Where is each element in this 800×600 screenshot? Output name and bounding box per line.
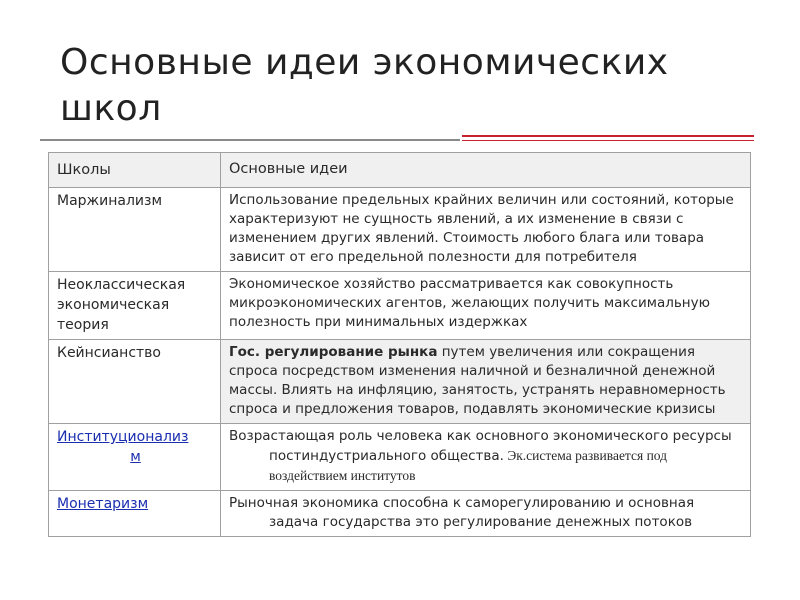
idea-paragraph (229, 427, 744, 486)
monetarism-link[interactable]: Монетаризм (57, 496, 149, 512)
school-cell: Кейнсианство (49, 340, 221, 424)
idea-text: путем увеличения или сокращения спроса посредством изменения наличной и безналичной денежной массы. Влиять на инфляцию, занятость, устранять неравномерность спроса и предложения товаров, подавлять экономические кризисы (229, 344, 726, 417)
idea-cell: Экономическое хозяйство рассматривается как совокупность микроэкономических агентов, желающих получить максимальную полезность при минимальных издержках (221, 272, 751, 340)
link-text-part2: м (130, 449, 141, 465)
table-row (49, 188, 751, 272)
idea-text: Возрастающая роль человека как основного экономического ресурсы постиндустриального общества. (229, 428, 732, 464)
idea-paragraph: Рыночная экономика способна к саморегулированию и основная задача государства это регулирование денежных потоков (229, 495, 695, 530)
idea-bold-text: Гос. регулирование рынка (229, 344, 438, 360)
slide-title: Основные идеи экономических школ (60, 42, 669, 129)
table-header-row (49, 153, 751, 188)
schools-table (48, 152, 751, 537)
idea-cell (221, 340, 751, 424)
table-row (49, 424, 751, 491)
idea-serif-text: Эк.система развивается под воздействием институтов (269, 448, 668, 483)
table-row (49, 340, 751, 424)
school-cell (49, 424, 221, 491)
title-divider-gray (40, 139, 460, 141)
link-text-part1: Институционализ (57, 429, 189, 445)
school-cell: Неоклассическая экономическая теория (49, 272, 221, 340)
table-row (49, 272, 751, 340)
school-cell (49, 491, 221, 537)
header-schools: Школы (49, 153, 221, 188)
institutionalism-link[interactable] (57, 429, 214, 467)
table-row (49, 491, 751, 537)
header-ideas: Основные идеи (221, 153, 751, 188)
idea-cell: Использование предельных крайних величин или состояний, которые характеризуют не сущность явлений, а их изменение в связи с изменением других явлений. Стоимость любого блага или товара зависит от его предельной полезности для потребителя (221, 188, 751, 272)
idea-cell (221, 424, 751, 491)
title-divider-red-thin (462, 140, 754, 141)
idea-cell (221, 491, 751, 537)
school-cell: Маржинализм (49, 188, 221, 272)
title-divider-red (462, 135, 754, 137)
